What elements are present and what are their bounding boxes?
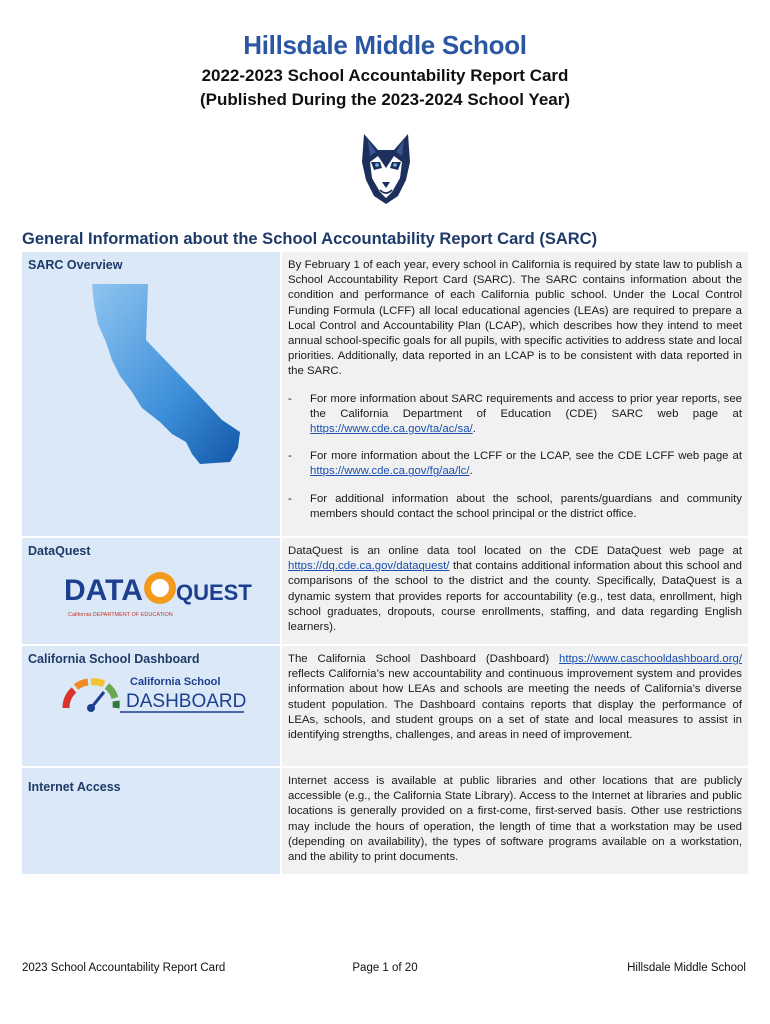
husky-mascot-icon bbox=[358, 132, 414, 206]
section-heading: General Information about the School Accountability Report Card (SARC) bbox=[22, 230, 598, 248]
bullet-text: For additional information about the school, parents/guardians and community members should contact the school principal or the district office. bbox=[310, 492, 742, 520]
row-content-cell bbox=[282, 252, 748, 536]
list-item bbox=[288, 449, 742, 479]
dashboard-gauge-logo bbox=[60, 668, 246, 716]
dataquest-link[interactable]: https://dq.cde.ca.gov/dataquest/ bbox=[288, 560, 450, 573]
bullet-dash: - bbox=[288, 492, 292, 505]
dataquest-label: DataQuest bbox=[28, 544, 91, 558]
row-content-cell bbox=[282, 768, 748, 874]
row-content-cell bbox=[282, 538, 748, 644]
sarc-info-table bbox=[22, 250, 748, 874]
table-row bbox=[22, 250, 748, 536]
row-label-cell bbox=[22, 768, 280, 874]
report-title: 2022-2023 School Accountability Report Card bbox=[201, 66, 569, 85]
list-item bbox=[288, 392, 742, 438]
bullet-dash: - bbox=[288, 392, 292, 405]
internet-access-text: Internet access is available at public libraries and other locations that are publicly accessible (e.g., the California State Library). Access to the Internet at libraries and public locations is generally provided on a first-come, first-served basis. Other use restrictions may include the hours of operation, the length of time that a workstation may be used (depending on availability), the types of software programs available on a workstation, and the ability to print documents. bbox=[288, 775, 742, 864]
row-content-cell bbox=[282, 646, 748, 766]
sarc-overview-text: By February 1 of each year, every school in California is required by state law to publish a School Accountability Report Card (SARC). The SARC contains information about the condition and performance of each California public school. Under the Local Control Funding Formula (LCFF) all local educational agencies (LEAs) are required to prepare a Local Control and Accountability Plan (LCAP), which describes how they intend to meet annual school-specific goals for all pupils, with specific activities to address state and local priorities. Additionally, data reported in an LCAP is to be consistent with data reported in the SARC. bbox=[288, 259, 742, 378]
row-label-cell bbox=[22, 252, 280, 536]
dashboard-label: California School Dashboard bbox=[28, 652, 200, 666]
svg-text:QUEST: QUEST bbox=[176, 580, 252, 605]
list-item bbox=[288, 492, 742, 522]
page-title: Hillsdale Middle School bbox=[243, 30, 527, 60]
sarc-overview-label: SARC Overview bbox=[28, 258, 123, 272]
dataquest-logo bbox=[64, 566, 252, 622]
table-row bbox=[22, 766, 748, 874]
table-row bbox=[22, 536, 748, 644]
lcff-link[interactable]: https://www.cde.ca.gov/fg/aa/lc/ bbox=[310, 465, 470, 478]
published-note: (Published During the 2023-2024 School Year) bbox=[199, 90, 571, 109]
row-label-cell bbox=[22, 646, 280, 766]
svg-text:California DEPARTMENT OF EDUCA: California DEPARTMENT OF EDUCATION bbox=[68, 612, 173, 618]
sarc-link[interactable]: https://www.cde.ca.gov/ta/ac/sa/ bbox=[310, 423, 473, 436]
svg-text:California School: California School bbox=[130, 676, 221, 688]
footer-school-name: Hillsdale Middle School bbox=[627, 962, 746, 974]
footer-page-number: Page 1 of 20 bbox=[352, 962, 418, 974]
dashboard-link[interactable]: https://www.caschooldashboard.org/ bbox=[559, 653, 742, 665]
footer-report-name: 2023 School Accountability Report Card bbox=[22, 962, 226, 974]
internet-access-label: Internet Access bbox=[28, 780, 121, 794]
bullet-dash: - bbox=[288, 450, 292, 463]
svg-text:DATA: DATA bbox=[64, 574, 143, 607]
dataquest-text: DataQuest is an online data tool located on the CDE DataQuest web page at https://dq.cde.ca.gov/dataquest/ that contains additional information about this school and comparisons of the school to the district and the county. Specifically, DataQuest is a dynamic system that provides reports for accountability (e.g., test data, enrollment, high school graduates, dropouts, course enrollments, staffing, and data regarding English learners). bbox=[288, 545, 742, 634]
california-map-icon bbox=[90, 282, 250, 467]
row-label-cell bbox=[22, 538, 280, 644]
dashboard-text: The California School Dashboard (Dashboard) https://www.caschooldashboard.org/ reflects California’s new accountability and continuous improvement system and provides information about how LEAs and schools are meeting the needs of California’s diverse student population. The Dashboard contains reports that display the performance of LEAs, schools, and student groups on a set of state and local measures to assist in identifying strengths, challenges, and areas in need of improvement. bbox=[288, 653, 742, 742]
bullet-text: For more information about the LCFF or the LCAP, see the CDE LCFF web page at https://www.cde.ca.gov/fg/aa/lc/. bbox=[310, 450, 742, 478]
table-row bbox=[22, 644, 748, 766]
bullet-text: For more information about SARC requirements and access to prior year reports, see the California Department of Education (CDE) SARC web page at https://www.cde.ca.gov/ta/ac/sa/. bbox=[310, 392, 742, 436]
svg-text:DASHBOARD: DASHBOARD bbox=[126, 691, 247, 712]
